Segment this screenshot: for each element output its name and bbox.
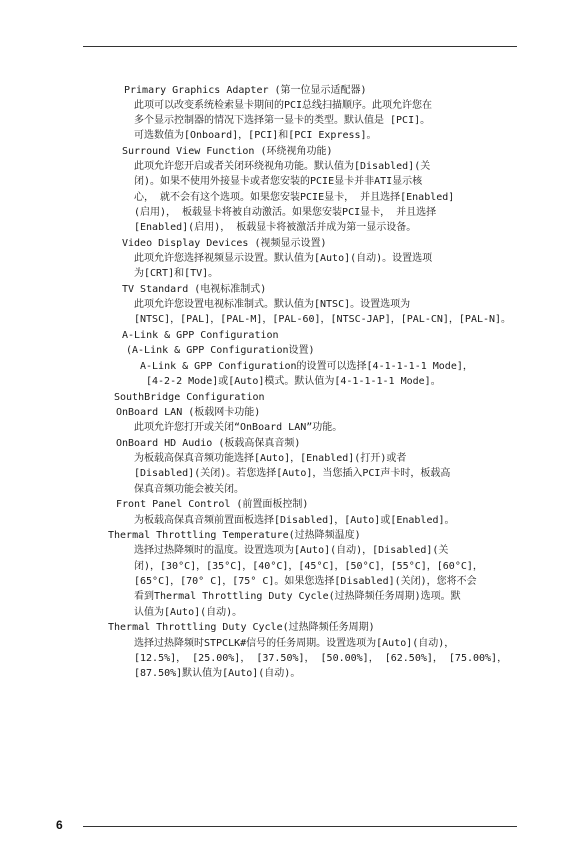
text-line: [NTSC]，[PAL]，[PAL-M]，[PAL-60]，[NTSC-JAP]，[PAL-CN]，[PAL-N]。: [134, 314, 512, 325]
text-line: 此项允许您选择视频显示设置。默认值为[Auto](自动)。设置选项: [134, 253, 433, 264]
text-line: 保真音频功能会被关闭。: [134, 484, 244, 495]
text-line: 此项允许您开启或者关闭环绕视角功能。默认值为[Disabled](关: [134, 161, 431, 172]
text-line: 为[CRT]和[TV]。: [134, 268, 219, 279]
text-line: 为板载高保真音频前置面板选择[Disabled]，[Auto]或[Enabled]。: [134, 515, 455, 526]
text-line: 为板载高保真音频功能选择[Auto]，[Enabled](打开)或者: [134, 453, 407, 464]
text-line: 多个显示控制器的情况下选择第一显卡的类型。默认值是 [PCI]。: [134, 115, 431, 126]
text-line: Front Panel Control (前置面板控制): [116, 499, 309, 510]
text-line: 选择过热降频时STPCLK#信号的任务周期。设置选项为[Auto](自动)，: [134, 638, 455, 649]
text-line: SouthBridge Configuration: [114, 392, 265, 403]
text-line: A-Link & GPP Configuration: [122, 330, 279, 341]
text-line: [65°C]，[70° C]，[75° C]。如果您选择[Disabled](关闭)，您将不会: [134, 576, 477, 587]
text-line: [Enabled](启用)， 板载显卡将被激活并成为第一显示设备。: [134, 222, 417, 233]
text-line: Thermal Throttling Temperature(过热降频温度): [108, 530, 361, 541]
text-line: [87.50%]默认值为[Auto](自动)。: [134, 668, 301, 679]
text-line: OnBoard HD Audio (板载高保真音频): [116, 438, 301, 449]
text-line: [12.5%]， [25.00%]， [37.50%]， [50.00%]， [62.50%]， [75.00%]，: [134, 653, 508, 664]
text-line: 此项允许您设置电视标准制式。默认值为[NTSC]。设置选项为: [134, 299, 411, 310]
text-line: [4-2-2 Mode]或[Auto]模式。默认值为[4-1-1-1-1 Mode]。: [146, 376, 441, 387]
text-line: [Disabled](关闭)。若您选择[Auto]，当您插入PCI声卡时，板载高: [134, 468, 451, 479]
text-line: 此项允许您打开或关闭“OnBoard LAN”功能。: [134, 422, 343, 433]
text-line: 看到Thermal Throttling Duty Cycle(过热降频任务周期)选项。默: [134, 591, 461, 602]
text-line: 此项可以改变系统检索显卡期间的PCI总线扫描顺序。此项允许您在: [134, 100, 433, 111]
text-line: Video Display Devices (视频显示设置): [122, 238, 327, 249]
text-line: Surround View Function (环绕视角功能): [122, 146, 333, 157]
text-line: Primary Graphics Adapter (第一位显示适配器): [124, 85, 367, 96]
text-line: Thermal Throttling Duty Cycle(过热降频任务周期): [108, 622, 375, 633]
text-line: 认值为[Auto](自动)。: [134, 607, 243, 618]
text-line: A-Link & GPP Configuration的设置可以选择[4-1-1-1-1 Mode]，: [140, 361, 473, 372]
text-line: 闭)，[30°C]，[35°C]，[40°C]，[45°C]，[50°C]，[55°C]，[60°C]，: [134, 561, 483, 572]
text-line: 心， 就不会有这个选项。如果您安装PCIE显卡， 并且选择[Enabled]: [134, 192, 455, 203]
text-line: 可选数值为[Onboard]，[PCI]和[PCI Express]。: [134, 130, 377, 141]
text-line: 选择过热降频时的温度。设置选项为[Auto](自动)，[Disabled](关: [134, 545, 449, 556]
bottom-rule: [83, 826, 517, 827]
top-rule: [83, 46, 517, 47]
text-line: 闭)。如果不使用外接显卡或者您安装的PCIE显卡并非ATI显示核: [134, 176, 423, 187]
text-line: (A-Link & GPP Configuration设置): [126, 345, 315, 356]
text-line: TV Standard (电视标准制式): [122, 284, 267, 295]
text-line: OnBoard LAN (板载网卡功能): [116, 407, 261, 418]
page-number: 6: [56, 818, 63, 832]
text-line: (启用)， 板载显卡将被自动激活。如果您安装PCI显卡， 并且选择: [134, 207, 437, 218]
